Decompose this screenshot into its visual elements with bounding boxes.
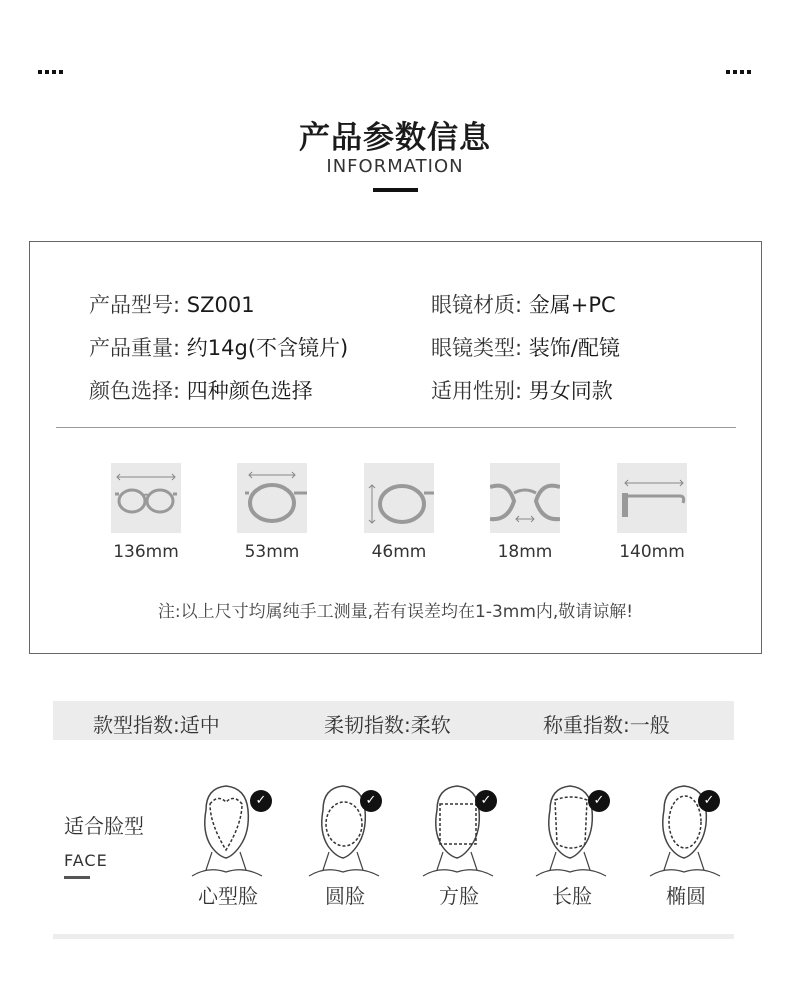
measure-temple-length: 140mm: [617, 463, 687, 533]
page-title: 产品参数信息: [299, 120, 491, 156]
face-item-oval: ✓ 椭圆: [636, 780, 756, 920]
decor-dots-left: [38, 70, 63, 74]
bottom-divider: [53, 934, 734, 939]
face-section-underline: [64, 876, 90, 879]
spec-gender: 适用性别: 男女同款: [431, 379, 613, 403]
face-section-subtitle: FACE: [64, 851, 108, 870]
spec-color: 颜色选择: 四种颜色选择: [89, 379, 313, 403]
measure-lens-width: 53mm: [237, 463, 307, 533]
measure-bridge-width: 18mm: [490, 463, 560, 533]
spec-type: 眼镜类型: 装饰/配镜: [431, 336, 620, 360]
face-item-long: ✓ 长脸: [522, 780, 642, 920]
face-item-round: ✓ 圆脸: [295, 780, 415, 920]
face-item-heart: ✓ 心型脸: [178, 780, 298, 920]
bridge-width-icon: [490, 463, 560, 533]
spec-material: 眼镜材质: 金属+PC: [431, 293, 616, 317]
spec-divider: [56, 427, 736, 428]
lens-width-icon: [237, 463, 307, 533]
temple-length-icon: [617, 463, 687, 533]
index-flexibility: 柔韧指数:柔软: [324, 713, 451, 737]
spec-box: [29, 241, 762, 654]
index-weight: 称重指数:一般: [543, 713, 670, 737]
check-icon: ✓: [475, 790, 497, 812]
decor-dots-right: [726, 70, 751, 74]
measure-lens-height: 46mm: [364, 463, 434, 533]
check-icon: ✓: [588, 790, 610, 812]
index-bar: [53, 701, 734, 740]
measure-frame-width: 136mm: [111, 463, 181, 533]
index-style: 款型指数:适中: [93, 713, 220, 737]
oval-face-icon: [636, 780, 736, 880]
measurement-note: 注:以上尺寸均属纯手工测量,若有误差均在1-3mm内,敬请谅解!: [157, 602, 634, 622]
page-subtitle: INFORMATION: [326, 156, 464, 177]
frame-width-icon: [111, 463, 181, 533]
spec-weight: 产品重量: 约14g(不含镜片): [89, 336, 349, 360]
face-item-square: ✓ 方脸: [409, 780, 529, 920]
title-underline: [373, 188, 418, 192]
face-section-title: 适合脸型: [64, 814, 144, 838]
spec-model: 产品型号: SZ001: [89, 293, 255, 317]
lens-height-icon: [364, 463, 434, 533]
check-icon: ✓: [250, 790, 272, 812]
check-icon: ✓: [360, 790, 382, 812]
check-icon: ✓: [698, 790, 720, 812]
